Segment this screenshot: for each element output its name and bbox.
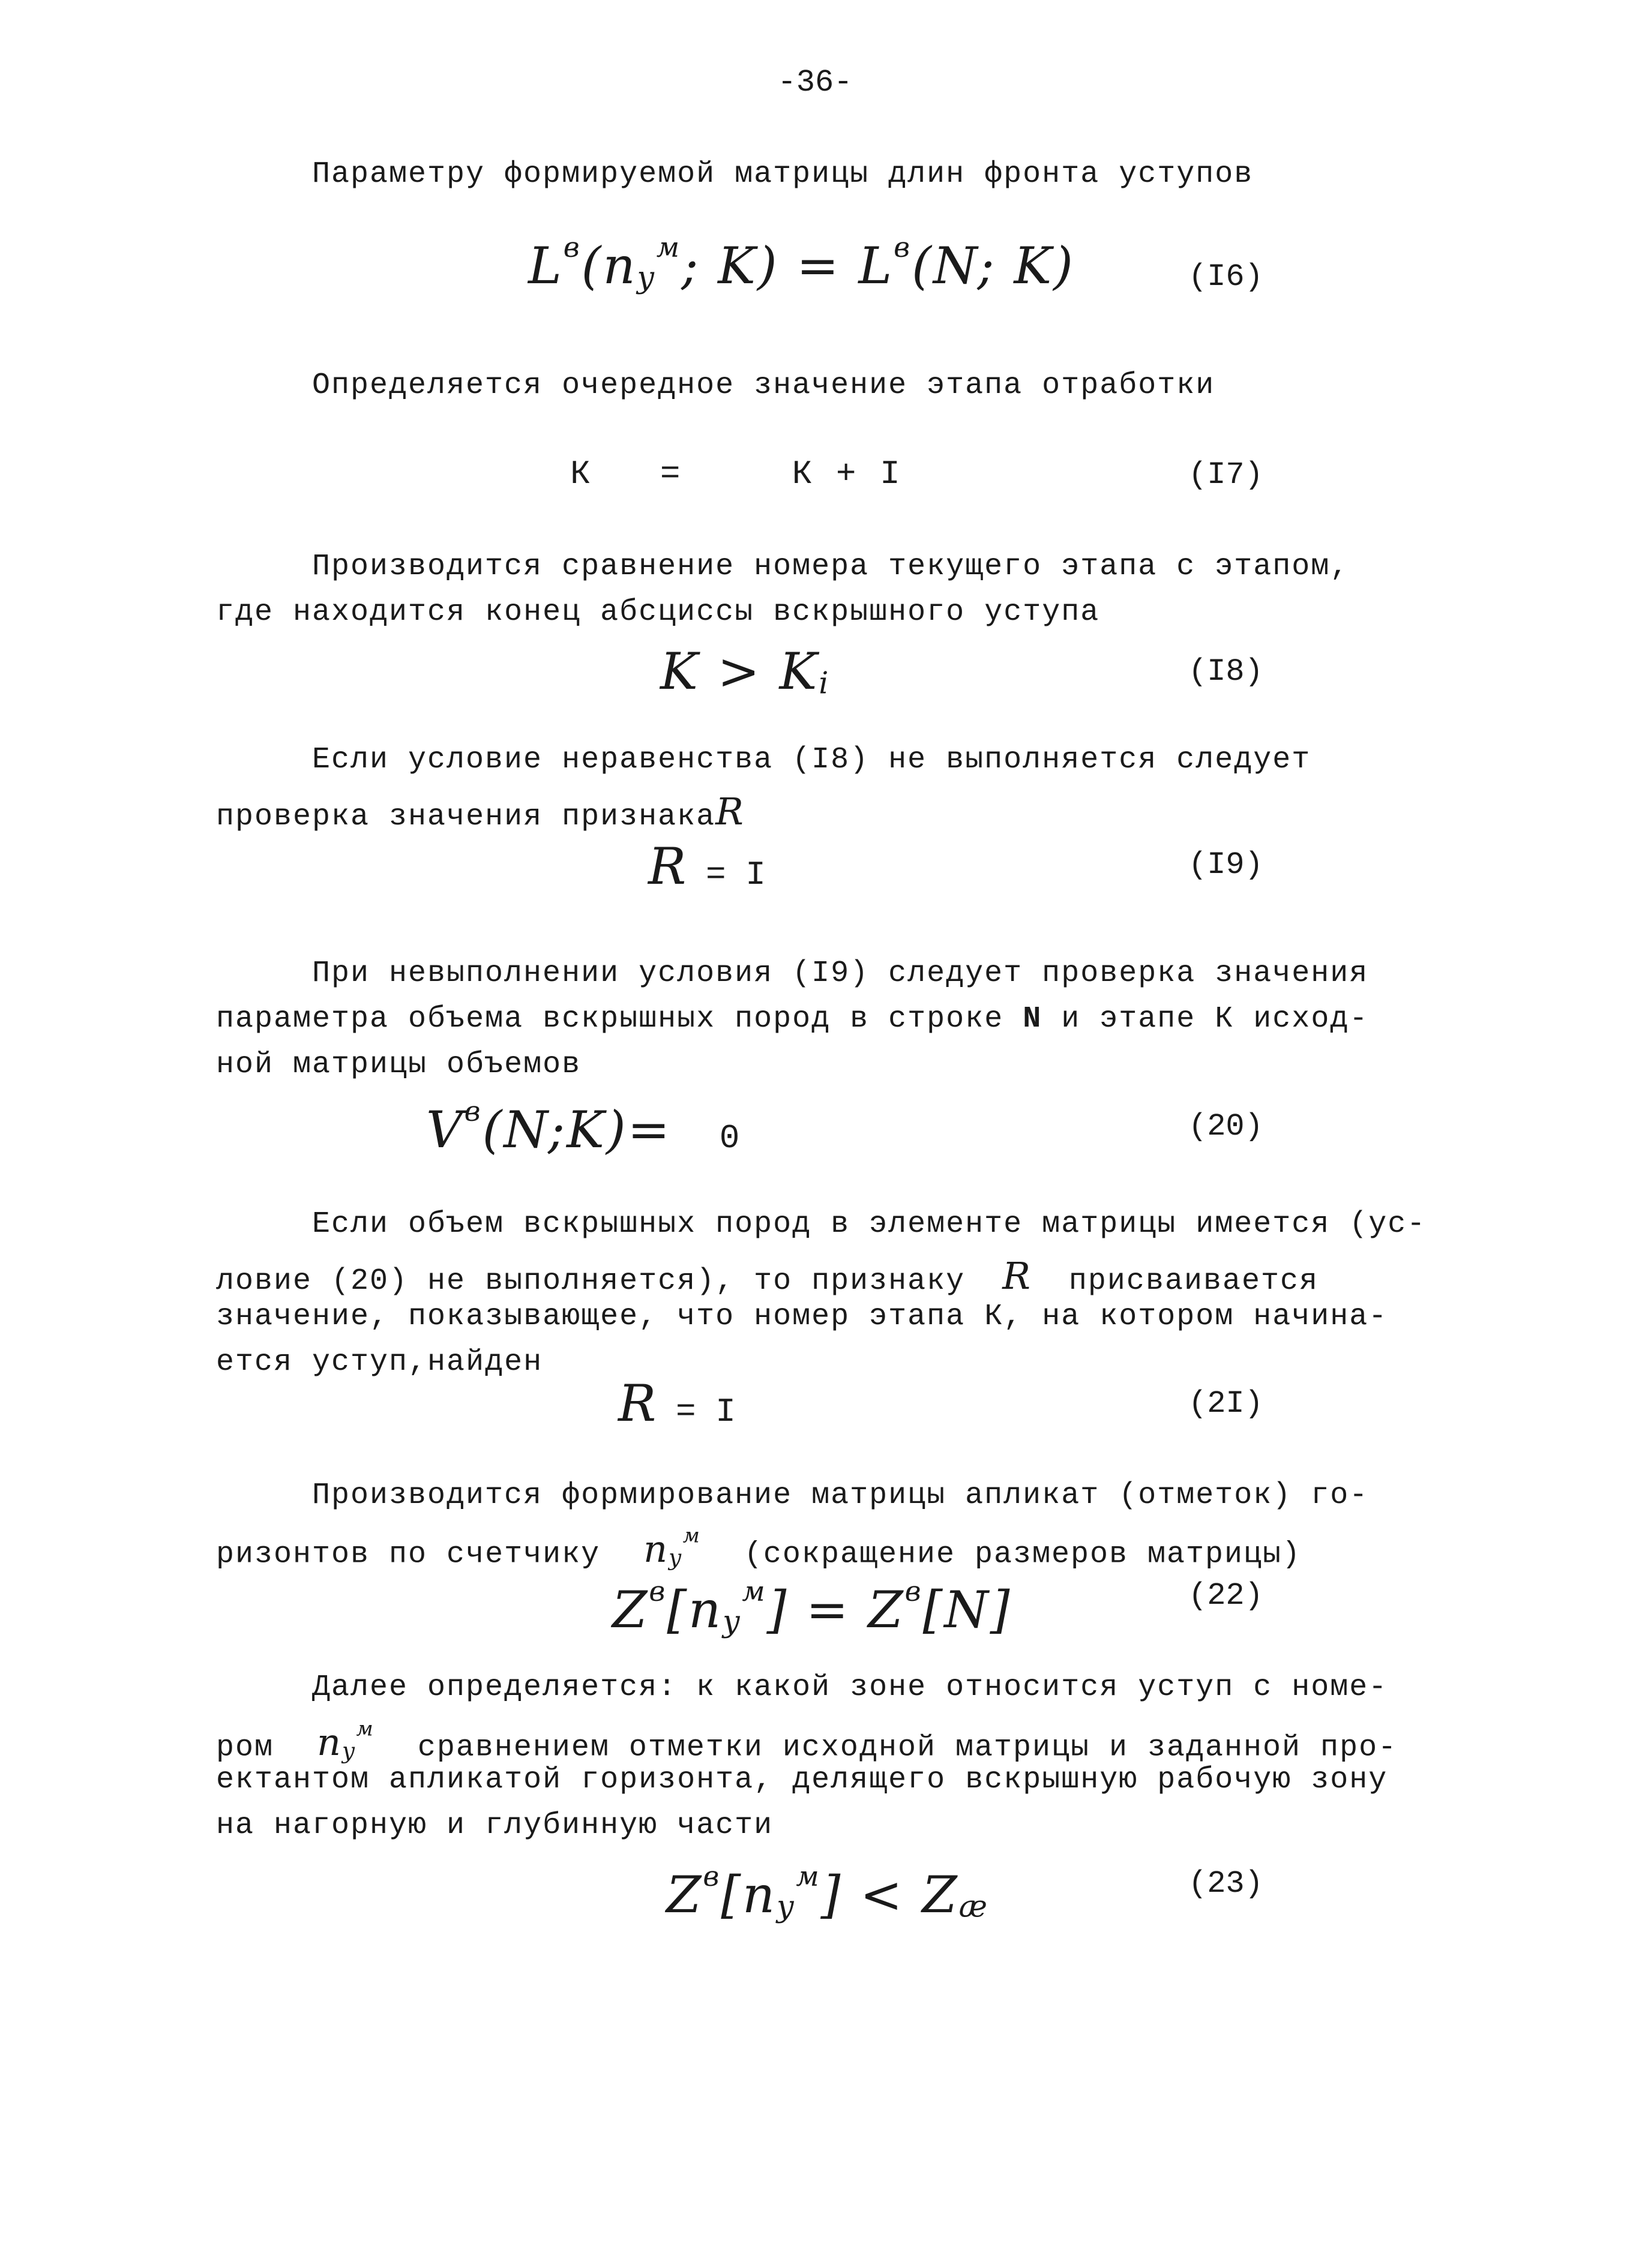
paragraph-5-line-2b: и этапе К исход- [1061,1002,1369,1036]
paragraph-4-line-2 [216,790,745,834]
formula-23: $Z^в[nу^м]$ < Zæ [666,1860,989,1924]
symbol-r: R [715,790,745,833]
paragraph-6-line-4: ется уступ,найден [216,1345,543,1379]
formula-21: R = I [618,1374,738,1433]
paragraph-7-line-2b: (сокращение размеров матрицы) [744,1537,1302,1572]
paragraph-7-line-2 [216,1524,1301,1571]
paragraph-5-line-1: При невыполнении условия (I9) следует проверка значения [312,956,1369,991]
formula-20-rhs: 0 [719,1118,742,1157]
paragraph-6-line-2b: присваивается [1068,1264,1319,1298]
paragraph-8-line-2b: сравнением отметки исходной матрицы и заданной про- [417,1730,1398,1765]
paragraph-7-line-1: Производится формирование матрицы апликат (отметок) го- [312,1478,1369,1513]
paragraph-6-line-3: значение, показывающее, что номер этапа К, на котором начина- [216,1300,1388,1334]
paragraph-5-line-2 [216,1002,1368,1036]
formula-16: $L^в(nу^м$; $K) = L^в(N$; K) [528,231,1075,295]
formula-18-number: (I8) [1188,654,1263,689]
paragraph-4-line-1: Если условие неравенства (I8) не выполняется следует [312,743,1311,777]
formula-19: R = I [648,837,768,896]
formula-23-number: (23) [1188,1866,1263,1901]
paragraph-5-line-3: ной матрицы объемов [216,1048,582,1082]
page-number: -36- [777,65,853,100]
paragraph-6-line-2 [216,1254,1319,1298]
formula-22: $Z^в[nу^м] = Z^в[N]$ [612,1575,1012,1639]
formula-17-number: (I7) [1188,457,1263,493]
paragraph-1-line-1: Параметру формируемой матрицы длин фронта уступов [312,157,1254,191]
paragraph-7-line-2a: ризонтов по счетчику [216,1537,601,1572]
formula-20: $V^в(N;K)= 0$ [426,1095,742,1159]
paragraph-8-line-4: на нагорную и глубинную части [216,1808,774,1843]
paragraph-2-line-1: Определяется очередное значение этапа отработки [312,368,1215,403]
paragraph-3-line-1: Производится сравнение номера текущего этапа с этапом, [312,550,1350,584]
formula-17 [570,455,902,493]
paragraph-5-line-2a: параметра объема вскрышных пород в строке [216,1002,1004,1036]
symbol-r: R [1002,1254,1032,1298]
formula-19-rhs: I [745,856,768,894]
paragraph-4-line-2-text: проверка значения признака [216,800,716,834]
formula-17-left: К [570,455,592,493]
paragraph-8-line-2a: ром [216,1730,274,1765]
paragraph-3-line-2: где находится конец абсциссы вскрышного уступа [216,595,1100,629]
symbol-n-y-m: $nу^м$ [643,1524,701,1571]
paragraph-8-line-3: ектантом апликатой горизонта, делящего вскрышную рабочую зону [216,1763,1388,1797]
symbol-n-y-m: $nу^м$ [317,1717,374,1765]
paragraph-8-line-1: Далее определяется: к какой зоне относится уступ с номе- [312,1670,1388,1705]
paragraph-6-line-1: Если объем вскрышных пород в элементе матрицы имеется (ус- [312,1207,1427,1241]
formula-22-number: (22) [1188,1578,1263,1613]
formula-20-number: (20) [1188,1109,1263,1144]
paragraph-6-line-2a: ловие (20) не выполняется), то признаку [216,1264,966,1298]
formula-17-eq: = [660,455,682,493]
formula-21-number: (2I) [1188,1386,1263,1421]
paragraph-8-line-2 [216,1717,1397,1765]
formula-21-rhs: I [715,1393,738,1431]
symbol-n: N [1023,1002,1042,1036]
formula-16-number: (I6) [1188,259,1263,295]
formula-18: K > Ki [660,642,831,701]
formula-17-right: К + I [792,455,902,493]
formula-19-number: (I9) [1188,847,1263,883]
